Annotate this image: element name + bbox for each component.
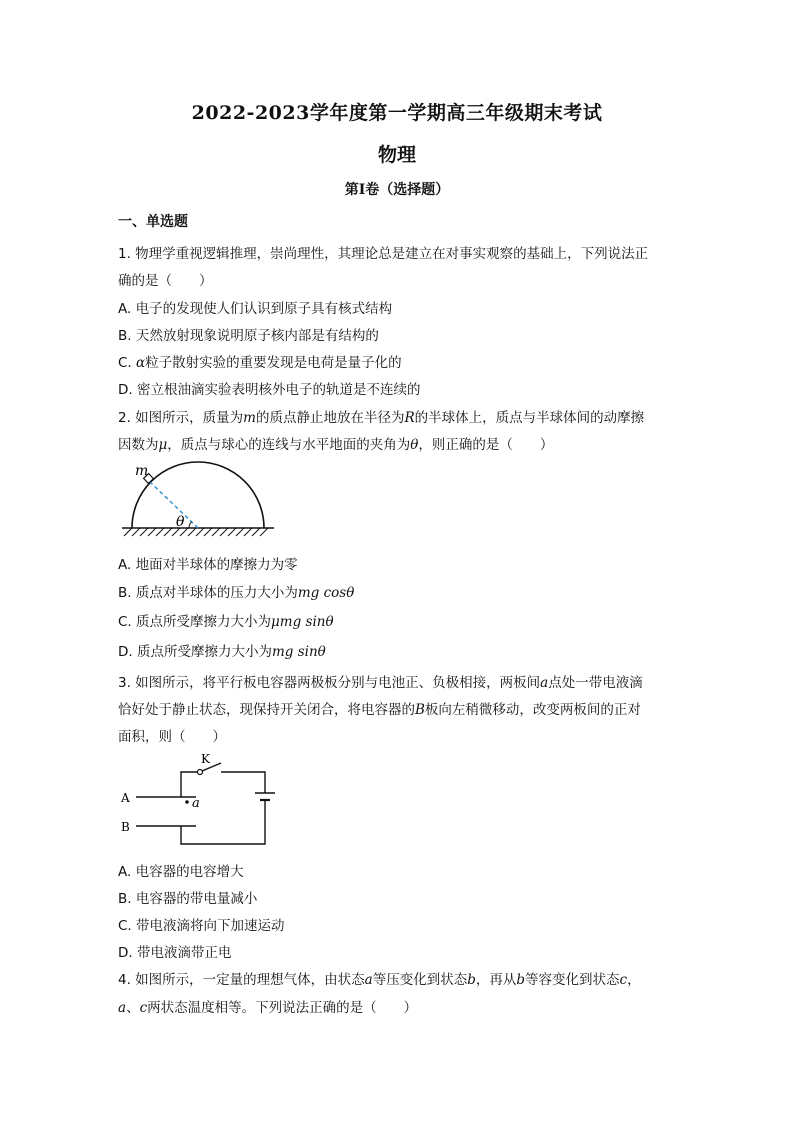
q4-stem-line1	[118, 968, 641, 988]
q1-option-b: B. 天然放射现象说明原子核内部是有结构的	[118, 328, 379, 344]
droplet-dot	[185, 800, 189, 804]
wire-top-left	[181, 772, 198, 797]
q2-option-b	[118, 581, 354, 601]
figure-mass-label: m	[135, 463, 149, 479]
q4-text: 两状态温度相等。下列说法正确的是（ ）	[147, 1000, 418, 1016]
q2-text: ，质点与球心的连线与水平地面的夹角为	[167, 437, 411, 453]
figure-angle-label: θ	[176, 514, 185, 530]
q2-stem-line1	[118, 406, 644, 426]
q1-option-d: D. 密立根油滴实验表明核外电子的轨道是不连续的	[118, 382, 421, 398]
q3-stem-line2	[118, 698, 641, 718]
part-heading: 第I卷（选择题）	[344, 182, 450, 198]
alpha-symbol: α	[136, 355, 146, 371]
wire-top-right	[221, 772, 265, 793]
q3-text: 板向左稍微移动，改变两板间的正对	[424, 702, 641, 718]
angle-arc	[189, 522, 192, 528]
q2-option-a: A. 地面对半球体的摩擦力为零	[118, 557, 298, 573]
state-a-symbol: a	[364, 972, 373, 988]
state-b-symbol: b	[467, 972, 476, 988]
q3-option-b: B. 电容器的带电量减小	[118, 891, 258, 907]
subject-title: 物理	[377, 144, 416, 166]
q2-option-d-text: D. 质点所受摩擦力大小为	[118, 644, 272, 660]
q2-option-c	[118, 610, 334, 630]
q3-option-a: A. 电容器的电容增大	[118, 864, 244, 880]
exam-title: 2022-2023学年度第一学期高三年级期末考试	[191, 102, 603, 124]
q1-option-a: A. 电子的发现使人们认识到原子具有核式结构	[118, 301, 393, 317]
plate-b-symbol: B	[415, 702, 425, 718]
state-c-symbol: c	[139, 1000, 148, 1016]
q2-option-b-formula: mg cosθ	[297, 585, 355, 601]
state-c-symbol: c	[619, 972, 628, 988]
q3-stem-line3: 面积，则（ ）	[118, 729, 226, 745]
q1-stem-line2: 确的是（ ）	[118, 273, 213, 289]
switch-pivot	[198, 770, 203, 775]
q2-text: 因数为	[118, 437, 159, 453]
switch-label: K	[201, 752, 210, 766]
plate-a-label: A	[121, 791, 130, 805]
q2-option-d	[118, 640, 326, 660]
capacitor-circuit-figure	[118, 752, 278, 852]
q1-option-c-prefix: C.	[118, 355, 137, 371]
q1-option-c	[118, 351, 402, 371]
section-heading: 一、单选题	[118, 214, 188, 230]
q4-text: 等容变化到状态	[525, 972, 620, 988]
q1-option-c-text: 粒子散射实验的重要发现是电荷是量子化的	[145, 355, 402, 371]
q4-text: 4. 如图所示，一定量的理想气体，由状态	[118, 972, 365, 988]
q4-stem-line2	[118, 996, 417, 1016]
q3-text: 3. 如图所示，将平行板电容器两极板分别与电池正、负极相接，两板间	[118, 675, 541, 691]
plate-b-label: B	[121, 820, 130, 834]
theta-symbol: θ	[410, 437, 419, 453]
q4-text: 、	[126, 1000, 140, 1016]
mu-symbol: μ	[158, 437, 168, 453]
q4-text: ，再从	[475, 972, 517, 988]
q4-text: 等压变化到状态	[372, 972, 468, 988]
q2-text: 的半球体上，质点与半球体间的动摩擦	[414, 410, 645, 426]
q2-option-c-formula: μmg sinθ	[271, 614, 334, 630]
point-a-label: a	[192, 796, 200, 811]
hemisphere-figure	[118, 460, 278, 540]
state-b-symbol: b	[516, 972, 526, 988]
state-a-symbol: a	[118, 1000, 127, 1016]
q2-option-b-text: B. 质点对半球体的压力大小为	[118, 585, 298, 601]
q4-text: ，	[627, 972, 641, 988]
mass-symbol: m	[243, 410, 256, 426]
q3-option-c: C. 带电液滴将向下加速运动	[118, 918, 285, 934]
q2-stem-line2	[118, 433, 553, 453]
q2-option-d-formula: mg sinθ	[271, 644, 326, 660]
q3-text: 恰好处于静止状态，现保持开关闭合，将电容器的	[118, 702, 415, 718]
q2-option-c-text: C. 质点所受摩擦力大小为	[118, 614, 272, 630]
radius-symbol: R	[404, 410, 415, 426]
hemisphere-arc	[132, 462, 264, 528]
q3-stem-line1	[118, 671, 643, 691]
point-a-symbol: a	[540, 675, 549, 691]
q2-text: 的质点静止地放在半径为	[255, 410, 405, 426]
q1-stem-line1: 1. 物理学重视逻辑推理，崇尚理性，其理论总是建立在对事实观察的基础上，下列说法正	[118, 246, 649, 262]
ground-hatching	[124, 528, 268, 536]
q3-text: 点处一带电液滴	[548, 675, 643, 691]
q3-option-d: D. 带电液滴带正电	[118, 945, 232, 961]
center-line	[150, 482, 198, 528]
q2-text: ，则正确的是（ ）	[418, 437, 554, 453]
q2-text: 2. 如图所示，质量为	[118, 410, 244, 426]
